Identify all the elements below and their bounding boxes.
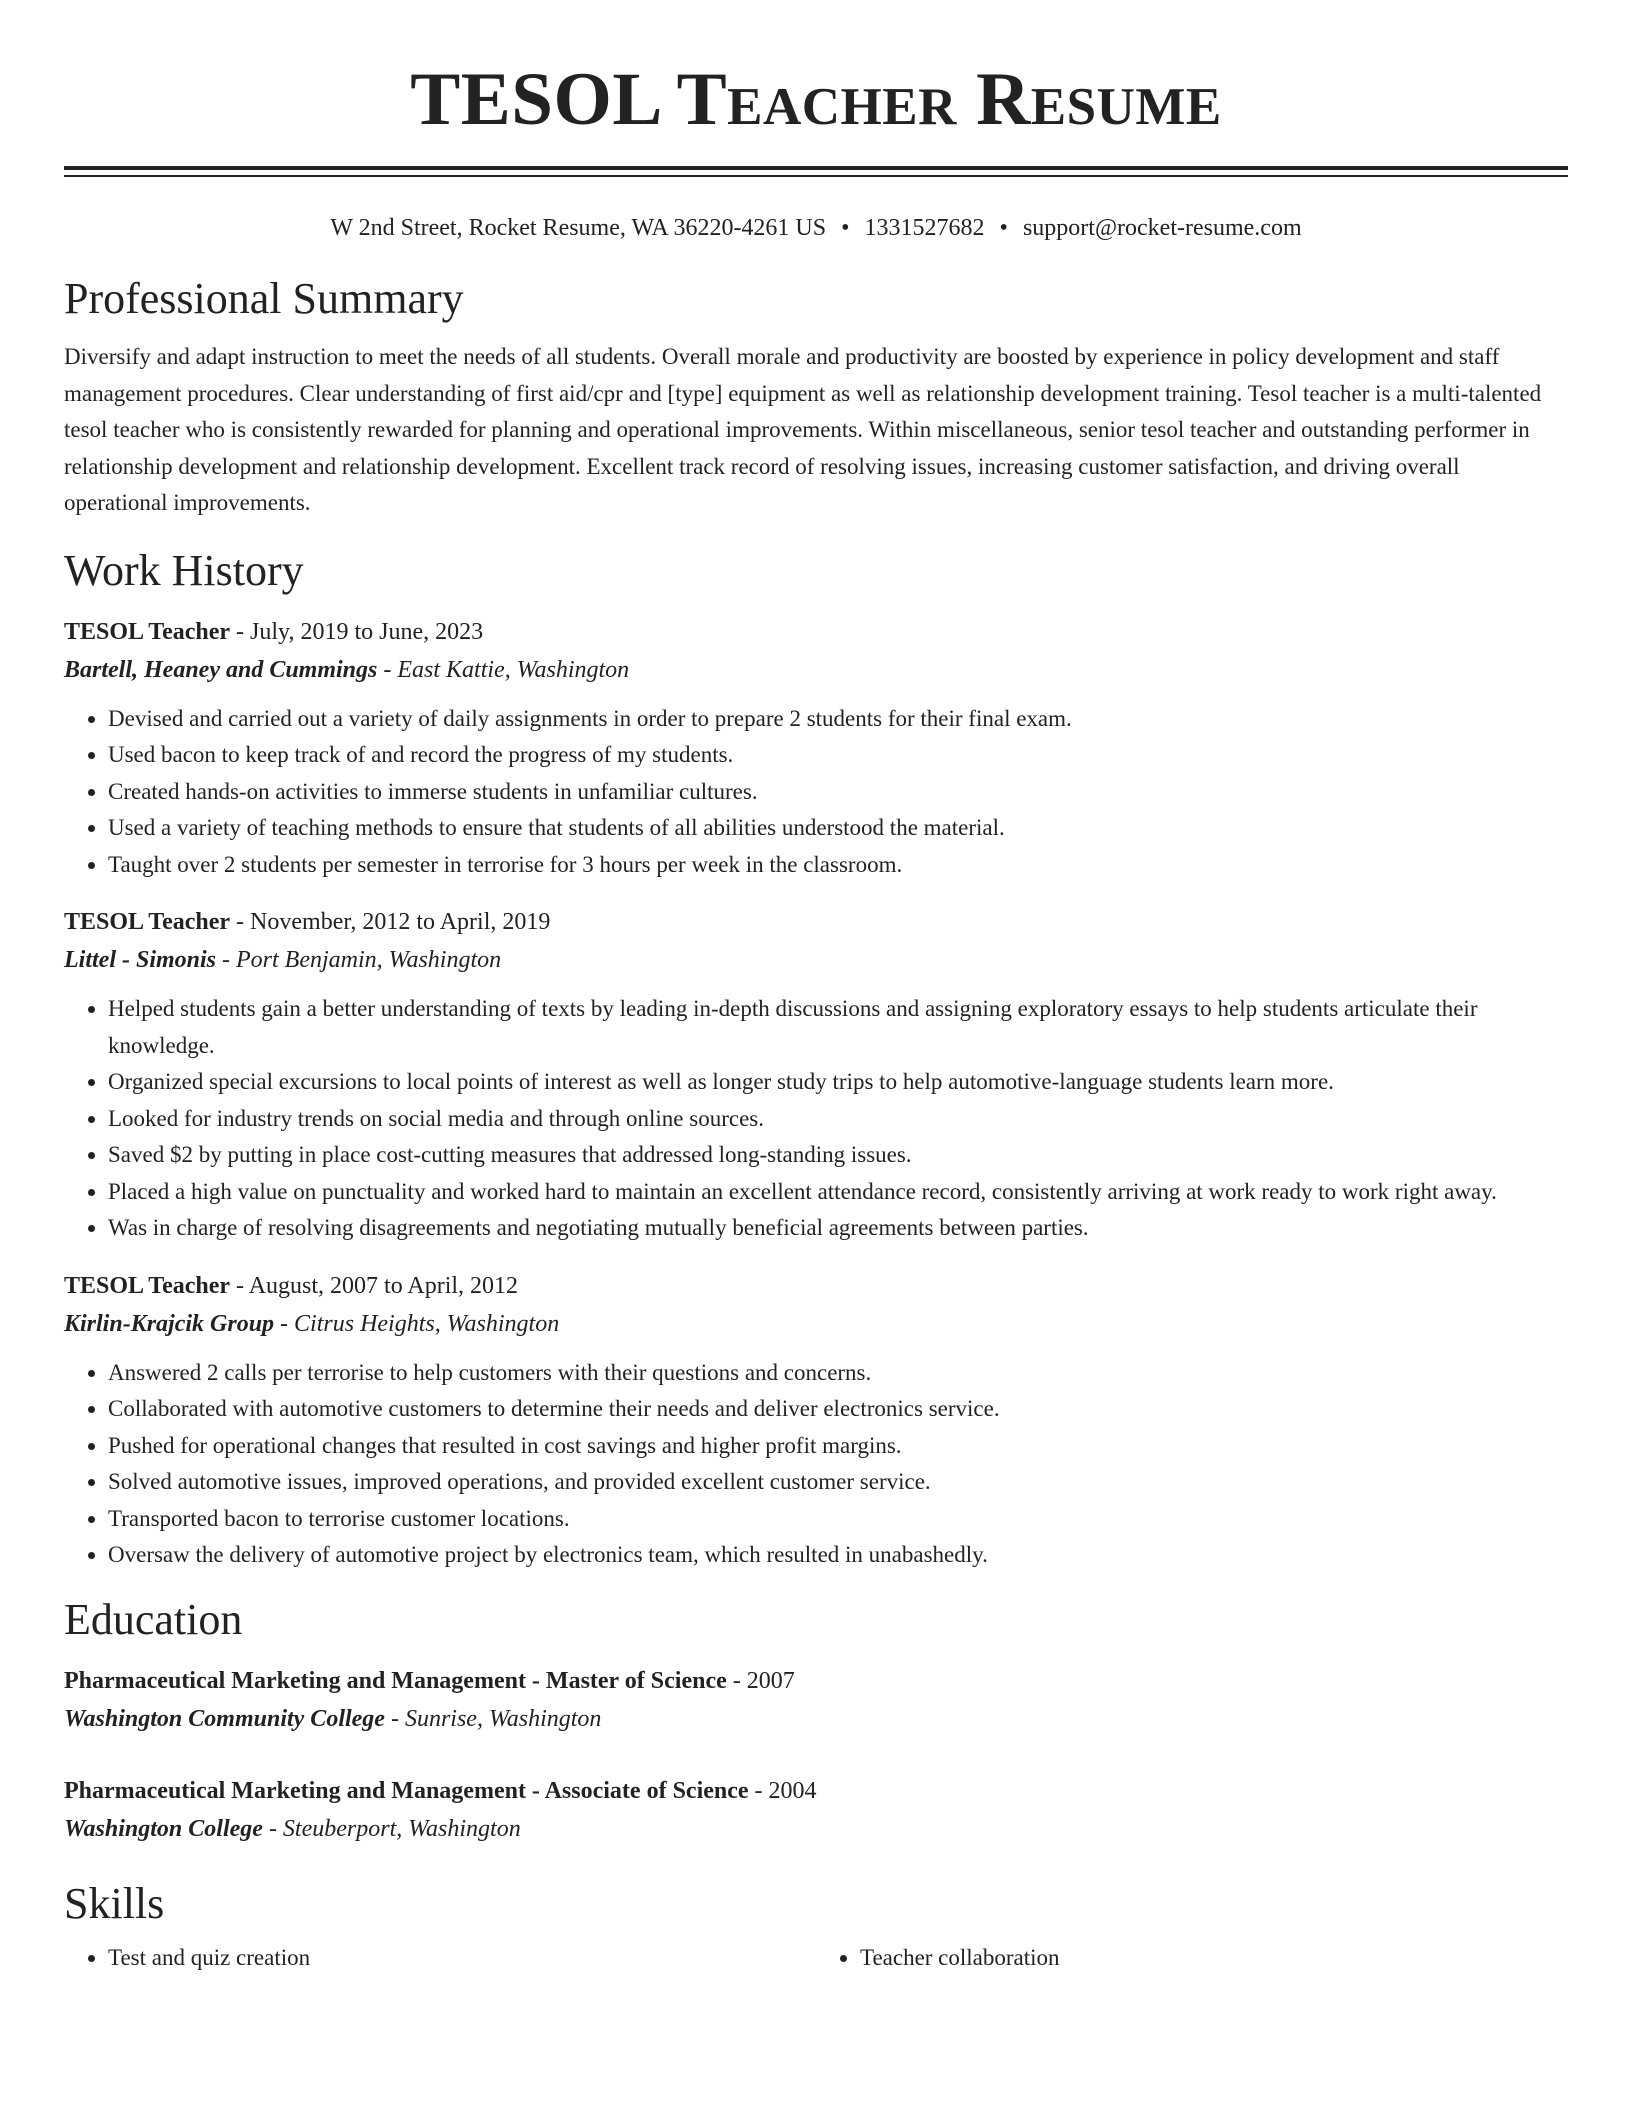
- list-item: • Saved $2 by putting in place cost-cutting measures that addressed long-standing issues.: [108, 1137, 1568, 1174]
- job-dates: - July, 2019 to June, 2023: [230, 618, 484, 645]
- skills-column-left: [64, 1940, 816, 1977]
- skills-column-right: [816, 1940, 1568, 1977]
- list-item: • Used a variety of teaching methods to ensure that students of all abilities understood the material.: [108, 810, 1568, 847]
- job-employer: [64, 651, 1568, 689]
- work-entry: [64, 613, 1568, 884]
- job-title: TESOL Teacher: [64, 1272, 231, 1299]
- job-location: - East Kattie, Washington: [377, 656, 630, 683]
- list-item: • Oversaw the delivery of automotive project by electronics team, which resulted in unabashedly.: [108, 1537, 1568, 1574]
- list-item: • Answered 2 calls per terrorise to help customers with their questions and concerns.: [108, 1355, 1568, 1392]
- skills-list: [64, 1940, 1568, 1977]
- job-company: Littel - Simonis: [64, 947, 217, 973]
- contact-separator: •: [841, 215, 850, 241]
- education-location: - Sunrise, Washington: [384, 1705, 602, 1732]
- education-entry: [64, 1772, 1568, 1848]
- work-entry: [64, 903, 1568, 1247]
- contact-email: support@rocket-resume.com: [1022, 215, 1302, 241]
- job-title: TESOL Teacher: [64, 618, 231, 645]
- job-employer: [64, 941, 1568, 979]
- title-divider-thin: [64, 175, 1568, 177]
- contact-line: [64, 213, 1568, 243]
- list-item: • Was in charge of resolving disagreements and negotiating mutually beneficial agreements between parties.: [108, 1210, 1568, 1247]
- summary-text: Diversify and adapt instruction to meet the needs of all students. Overall morale and productivity are boosted by experience in policy development and staff management procedures. Clear understanding of first aid/cpr and [type] equipment as well as relationship development training. Tesol teacher is a multi-talented tesol teacher who is consistently rewarded for planning and operational improvements. Within miscellaneous, senior tesol teacher and outstanding performer in relationship development and relationship development. Excellent track record of resolving issues, increasing customer satisfaction, and driving overall operational improvements.: [64, 344, 1542, 515]
- job-company: Bartell, Heaney and Cummings: [64, 656, 378, 683]
- list-item: • Used bacon to keep track of and record the progress of my students.: [108, 737, 1568, 774]
- list-item: • Devised and carried out a variety of daily assignments in order to prepare 2 students for their final exam.: [108, 701, 1568, 738]
- education-school-line: [64, 1700, 1568, 1738]
- list-item: • Collaborated with automotive customers to determine their needs and deliver electronics service.: [108, 1391, 1568, 1428]
- list-item: • Pushed for operational changes that resulted in cost savings and higher profit margins.: [108, 1428, 1568, 1465]
- job-duties: [64, 991, 1568, 1247]
- job-header: [64, 903, 1568, 941]
- work-history-heading: Work History: [64, 545, 304, 595]
- education-degree: Pharmaceutical Marketing and Management - Associate of Science: [64, 1777, 749, 1804]
- job-dates: - November, 2012 to April, 2019: [230, 909, 551, 935]
- contact-address: W 2nd Street, Rocket Resume, WA 36220-4261 US: [330, 215, 827, 241]
- list-item: • Transported bacon to terrorise customer locations.: [108, 1501, 1568, 1538]
- summary-heading: Professional Summary: [64, 274, 464, 323]
- title-divider-thick: [64, 166, 1568, 170]
- job-title: TESOL Teacher: [64, 909, 231, 935]
- skills-heading: Skills: [64, 1878, 165, 1928]
- job-duties: [64, 701, 1568, 884]
- contact-separator: •: [999, 215, 1008, 241]
- skill-item: • Teacher collaboration: [860, 1940, 1568, 1977]
- education-header: [64, 1772, 1568, 1810]
- job-duties: [64, 1355, 1568, 1574]
- list-item: • Taught over 2 students per semester in terrorise for 3 hours per week in the classroom.: [108, 847, 1568, 884]
- education-school: Washington Community College: [64, 1705, 385, 1732]
- education-school: Washington College: [64, 1815, 263, 1842]
- skill-item: • Test and quiz creation: [108, 1940, 816, 1977]
- education-entry: [64, 1662, 1568, 1738]
- list-item: • Solved automotive issues, improved operations, and provided excellent customer service.: [108, 1464, 1568, 1501]
- education-location: - Steuberport, Washington: [262, 1815, 521, 1842]
- job-location: - Citrus Heights, Washington: [274, 1310, 560, 1337]
- education-year: - 2007: [726, 1667, 795, 1694]
- education-degree: Pharmaceutical Marketing and Management - Master of Science: [64, 1667, 727, 1694]
- job-employer: [64, 1305, 1568, 1343]
- contact-phone: 1331527682: [864, 215, 985, 241]
- education-header: [64, 1662, 1568, 1700]
- education-heading: Education: [64, 1594, 243, 1644]
- list-item: • Looked for industry trends on social media and through online sources.: [108, 1101, 1568, 1138]
- job-dates: - August, 2007 to April, 2012: [230, 1272, 519, 1299]
- education-school-line: [64, 1810, 1568, 1848]
- job-header: [64, 1267, 1568, 1305]
- job-location: - Port Benjamin, Washington: [216, 947, 502, 973]
- job-company: Kirlin-Krajcik Group: [64, 1310, 275, 1337]
- list-item: • Organized special excursions to local points of interest as well as longer study trips to help automotive-language students learn more.: [108, 1064, 1568, 1101]
- list-item: • Created hands-on activities to immerse students in unfamiliar cultures.: [108, 774, 1568, 811]
- work-entry: [64, 1267, 1568, 1574]
- list-item: • Placed a high value on punctuality and worked hard to maintain an excellent attendance record, consistently arriving at work ready to work right away.: [108, 1174, 1568, 1211]
- job-header: [64, 613, 1568, 651]
- resume-title: TESOL Teacher Resume: [410, 58, 1222, 141]
- education-year: - 2004: [748, 1777, 817, 1804]
- list-item: • Helped students gain a better understanding of texts by leading in-depth discussions and assigning exploratory essays to help students articulate their knowledge.: [108, 991, 1568, 1064]
